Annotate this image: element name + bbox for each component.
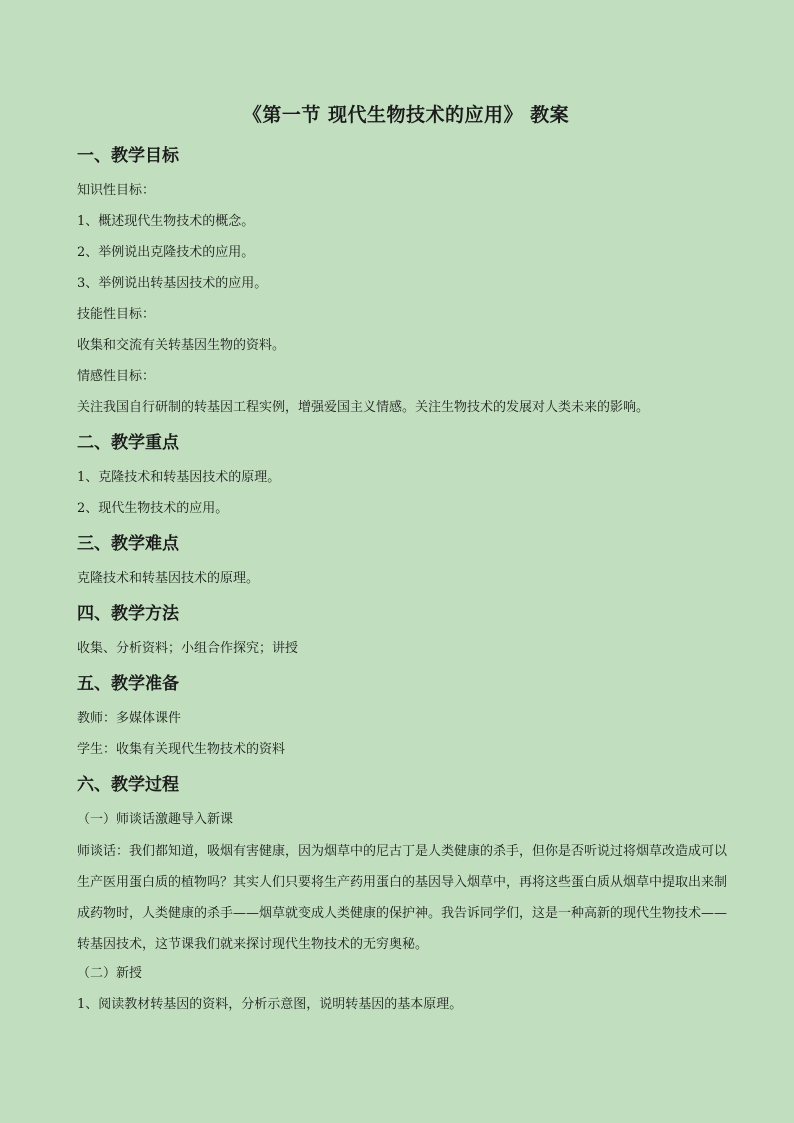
skill-objective-text: 收集和交流有关转基因生物的资料。 (77, 338, 286, 353)
section-heading-objectives: 一、教学目标 (77, 146, 179, 166)
section-heading-difficulties: 三、教学难点 (77, 534, 179, 554)
section-heading-preparation: 五、教学准备 (77, 674, 179, 694)
methods-text: 收集、分析资料；小组合作探究；讲授 (77, 641, 299, 656)
key-point-item: 1、克隆技术和转基因技术的原理。 (77, 470, 281, 485)
section-heading-process: 六、教学过程 (77, 775, 179, 795)
section-heading-key-points: 二、教学重点 (77, 433, 179, 453)
document-title: 《第一节 现代生物技术的应用》 教案 (242, 104, 570, 126)
document-page (77, 100, 727, 1015)
skill-objective-label: 技能性目标： (77, 307, 156, 322)
process-subheading-new: （二）新授 (77, 966, 143, 981)
difficulty-text: 克隆技术和转基因技术的原理。 (77, 571, 260, 586)
knowledge-objective-label: 知识性目标： (77, 183, 156, 198)
knowledge-item: 1、概述现代生物技术的概念。 (77, 214, 255, 229)
preparation-teacher: 教师：多媒体课件 (77, 711, 182, 726)
process-teacher-talk: 师谈话：我们都知道，吸烟有害健康，因为烟草中的尼古丁是人类健康的杀手，但你是否听说过将烟草改造成可以生产医用蛋白质的植物吗？其实人们只要将生产药用蛋白的基因导入烟草中，再将这些蛋白质从烟草中提取出来制成药物时，人类健康的杀手——烟草就变成人类健康的保护神。我告诉同学们，这是一种高新的现代生物技术——转基因技术，这节课我们就来探讨现代生物技术的无穷奥秘。 (77, 844, 728, 952)
process-step-1: 1、阅读教材转基因的资料，分析示意图，说明转基因的基本原理。 (77, 997, 463, 1012)
process-subheading-intro: （一）师谈话激趣导入新课 (77, 812, 234, 827)
knowledge-item: 3、举例说出转基因技术的应用。 (77, 276, 268, 291)
emotion-objective-text: 关注我国自行研制的转基因工程实例，增强爱国主义情感。关注生物技术的发展对人类未来的影响。 (77, 400, 650, 415)
key-point-item: 2、现代生物技术的应用。 (77, 501, 229, 516)
preparation-student: 学生：收集有关现代生物技术的资料 (77, 742, 286, 757)
knowledge-item: 2、举例说出克隆技术的应用。 (77, 245, 255, 260)
emotion-objective-label: 情感性目标： (77, 369, 156, 384)
section-heading-methods: 四、教学方法 (77, 604, 179, 624)
